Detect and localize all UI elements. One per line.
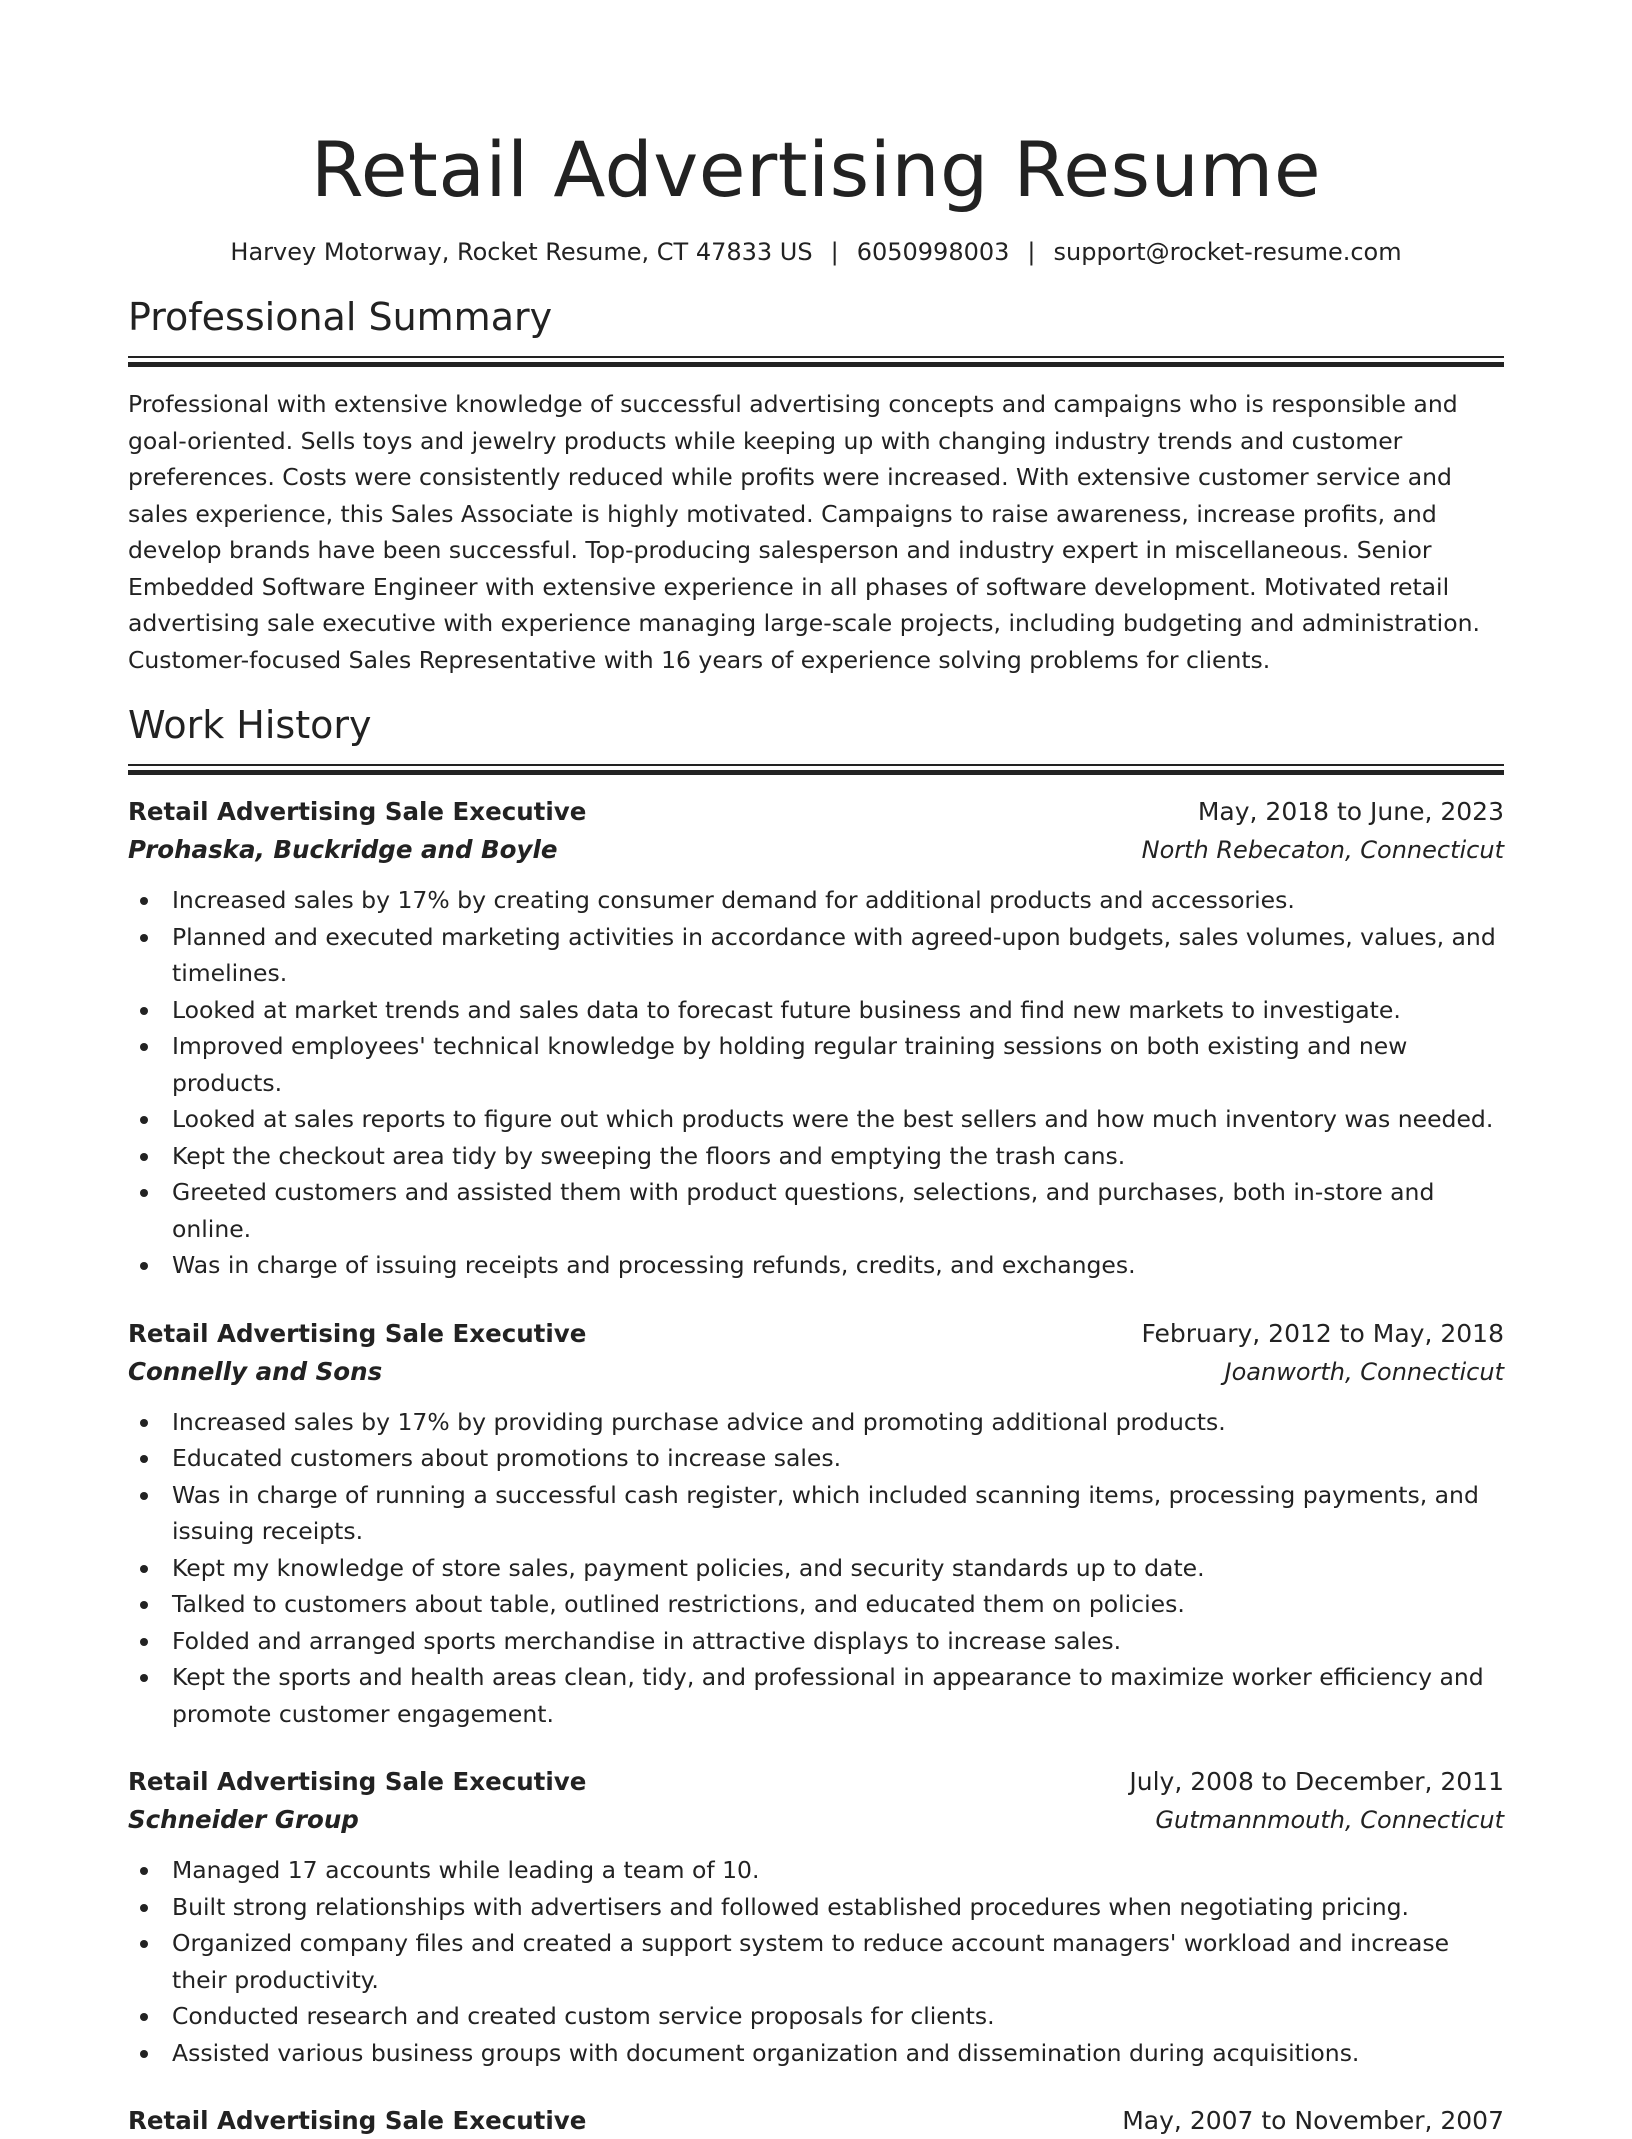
job-dates: May, 2018 to June, 2023 (1197, 797, 1504, 826)
job-bullet: Conducted research and created custom service proposals for clients. (172, 1998, 1504, 2035)
job-bullet: Kept the checkout area tidy by sweeping the floors and emptying the trash cans. (172, 1138, 1504, 1175)
job-title: Retail Advertising Sale Executive (128, 1767, 587, 1796)
job-entry (128, 2103, 1504, 2139)
contact-separator: | (1027, 238, 1036, 266)
job-bullet: Built strong relationships with advertisers and followed established procedures when negotiating pricing. (172, 1889, 1504, 1926)
resume-title: Retail Advertising Resume (310, 125, 1322, 214)
job-header-row (128, 1764, 1504, 1800)
job-header-row (128, 1316, 1504, 1352)
job-entry (128, 1316, 1504, 1733)
section-divider (128, 764, 1504, 774)
job-header-row (128, 794, 1504, 830)
job-company: Schneider Group (128, 1805, 359, 1834)
job-bullet: Assisted various business groups with document organization and dissemination during acquisitions. (172, 2035, 1504, 2072)
job-bullet: Looked at market trends and sales data to forecast future business and find new markets to investigate. (172, 992, 1504, 1029)
job-bullet: Planned and executed marketing activities in accordance with agreed-upon budgets, sales volumes, values, and timelines. (172, 919, 1504, 992)
job-dates: May, 2007 to November, 2007 (1122, 2106, 1504, 2135)
job-bullet-list (128, 1404, 1504, 1733)
job-bullet: Educated customers about promotions to increase sales. (172, 1440, 1504, 1477)
job-entry (128, 1764, 1504, 2071)
job-header-row (128, 2103, 1504, 2139)
job-company: Connelly and Sons (128, 1356, 383, 1386)
section-heading-summary: Professional Summary (128, 295, 553, 339)
job-bullet: Increased sales by 17% by creating consumer demand for additional products and accessories. (172, 882, 1504, 919)
section-heading-work-history: Work History (128, 703, 372, 747)
job-company: Prohaska, Buckridge and Boyle (128, 835, 558, 864)
job-bullet: Kept my knowledge of store sales, payment policies, and security standards up to date. (172, 1550, 1504, 1587)
resume-page (128, 0, 1504, 2139)
job-title: Retail Advertising Sale Executive (128, 1318, 587, 1348)
job-location: North Rebecaton, Connecticut (1141, 836, 1504, 864)
job-bullet: Managed 17 accounts while leading a team of 10. (172, 1852, 1504, 1889)
contact-email: support@rocket-resume.com (1053, 238, 1402, 266)
work-history-section (128, 700, 1504, 2139)
job-company-row (128, 830, 1504, 870)
job-title: Retail Advertising Sale Executive (128, 2106, 587, 2135)
job-entry (128, 794, 1504, 1284)
contact-line (128, 236, 1504, 268)
job-company-row (128, 1800, 1504, 1840)
section-divider (128, 356, 1504, 366)
job-bullet-list (128, 1852, 1504, 2071)
job-bullet: Folded and arranged sports merchandise in attractive displays to increase sales. (172, 1623, 1504, 1660)
job-bullet: Was in charge of issuing receipts and processing refunds, credits, and exchanges. (172, 1247, 1504, 1284)
summary-paragraph: Professional with extensive knowledge of successful advertising concepts and campaigns who is responsible and goal-oriented. Sells toys and jewelry products while keeping up with changing industry trends and customer preferences. Costs were consistently reduced while profits were increased. With extensive customer service and sales experience, this Sales Associate is highly motivated. Campaigns to raise awareness, increase profits, and develop brands have been successful. Top-producing salesperson and industry expert in miscellaneous. Senior Embedded Software Engineer with extensive experience in all phases of software development. Motivated retail advertising sale executive with experience managing large-scale projects, including budgeting and administration. Customer-focused Sales Representative with 16 years of experience solving problems for clients. (128, 390, 1480, 674)
job-bullet: Kept the sports and health areas clean, tidy, and professional in appearance to maximize worker efficiency and promote customer engagement. (172, 1659, 1504, 1732)
job-company-row (128, 1352, 1504, 1392)
job-bullet: Was in charge of running a successful cash register, which included scanning items, processing payments, and issuing receipts. (172, 1477, 1504, 1550)
job-bullet: Talked to customers about table, outlined restrictions, and educated them on policies. (172, 1586, 1504, 1623)
job-bullet: Greeted customers and assisted them with product questions, selections, and purchases, both in-store and online. (172, 1174, 1504, 1247)
professional-summary-section (128, 292, 1504, 678)
job-location: Joanworth, Connecticut (1224, 1357, 1504, 1386)
job-bullet: Organized company files and created a support system to reduce account managers' workload and increase their productivity. (172, 1925, 1504, 1998)
job-title: Retail Advertising Sale Executive (128, 797, 587, 826)
job-bullet: Increased sales by 17% by providing purchase advice and promoting additional products. (172, 1404, 1504, 1441)
job-dates: July, 2008 to December, 2011 (1129, 1767, 1504, 1796)
job-bullet-list (128, 882, 1504, 1284)
job-dates: February, 2012 to May, 2018 (1141, 1318, 1504, 1348)
contact-phone: 6050998003 (856, 238, 1010, 266)
contact-address: Harvey Motorway, Rocket Resume, CT 47833 US (230, 238, 813, 266)
job-bullet: Improved employees' technical knowledge by holding regular training sessions on both existing and new products. (172, 1028, 1504, 1101)
job-bullet: Looked at sales reports to figure out which products were the best sellers and how much inventory was needed. (172, 1101, 1504, 1138)
contact-separator: | (830, 238, 839, 266)
job-location: Gutmannmouth, Connecticut (1155, 1806, 1504, 1834)
